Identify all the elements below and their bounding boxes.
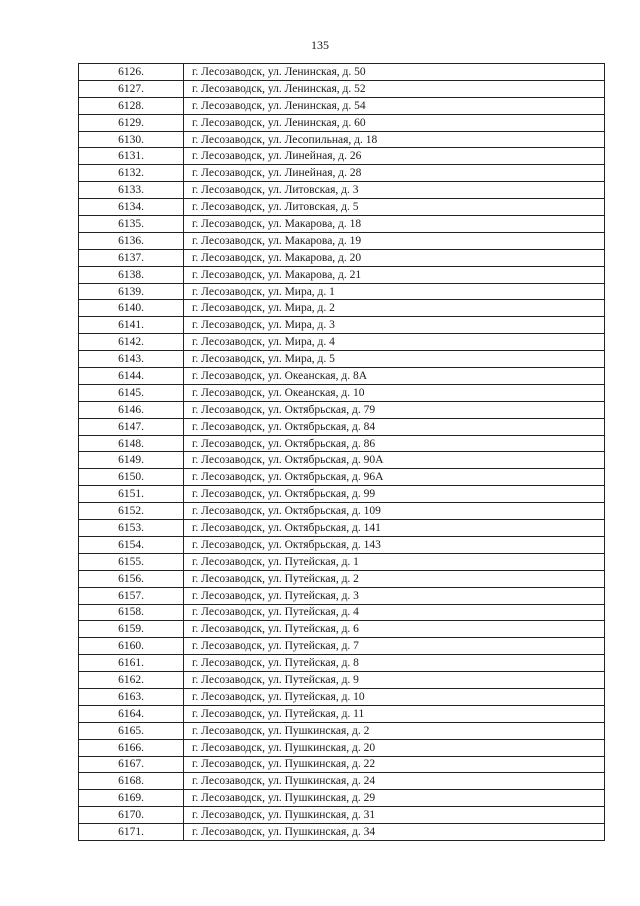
table-row	[79, 401, 605, 418]
row-number-cell: 6155.	[79, 553, 184, 570]
address-cell: г. Лесозаводск, ул. Ленинская, д. 60	[184, 114, 605, 131]
row-number-cell: 6169.	[79, 790, 184, 807]
row-number-cell: 6127.	[79, 80, 184, 97]
address-cell: г. Лесозаводск, ул. Путейская, д. 10	[184, 688, 605, 705]
address-cell: г. Лесозаводск, ул. Пушкинская, д. 24	[184, 773, 605, 790]
row-number-cell: 6139.	[79, 283, 184, 300]
row-number-cell: 6137.	[79, 249, 184, 266]
row-number-cell: 6150.	[79, 469, 184, 486]
table-row	[79, 131, 605, 148]
address-cell: г. Лесозаводск, ул. Путейская, д. 6	[184, 621, 605, 638]
address-cell: г. Лесозаводск, ул. Путейская, д. 3	[184, 587, 605, 604]
address-cell: г. Лесозаводск, ул. Путейская, д. 11	[184, 705, 605, 722]
row-number-cell: 6165.	[79, 722, 184, 739]
row-number-cell: 6158.	[79, 604, 184, 621]
row-number-cell: 6157.	[79, 587, 184, 604]
table-row	[79, 114, 605, 131]
address-cell: г. Лесозаводск, ул. Литовская, д. 3	[184, 182, 605, 199]
row-number-cell: 6133.	[79, 182, 184, 199]
row-number-cell: 6161.	[79, 655, 184, 672]
table-row	[79, 368, 605, 385]
table-row	[79, 773, 605, 790]
address-cell: г. Лесозаводск, ул. Макарова, д. 18	[184, 216, 605, 233]
table-row	[79, 604, 605, 621]
row-number-cell: 6156.	[79, 570, 184, 587]
row-number-cell: 6148.	[79, 435, 184, 452]
address-cell: г. Лесозаводск, ул. Путейская, д. 2	[184, 570, 605, 587]
address-cell: г. Лесозаводск, ул. Океанская, д. 8А	[184, 368, 605, 385]
row-number-cell: 6141.	[79, 317, 184, 334]
table-row	[79, 807, 605, 824]
table-row	[79, 334, 605, 351]
table-row	[79, 283, 605, 300]
row-number-cell: 6142.	[79, 334, 184, 351]
table-row	[79, 418, 605, 435]
address-cell: г. Лесозаводск, ул. Макарова, д. 21	[184, 266, 605, 283]
table-row	[79, 705, 605, 722]
row-number-cell: 6129.	[79, 114, 184, 131]
address-cell: г. Лесозаводск, ул. Пушкинская, д. 20	[184, 739, 605, 756]
table-row	[79, 756, 605, 773]
table-row	[79, 351, 605, 368]
address-table-body	[79, 64, 605, 841]
address-cell: г. Лесозаводск, ул. Ленинская, д. 52	[184, 80, 605, 97]
row-number-cell: 6168.	[79, 773, 184, 790]
table-row	[79, 520, 605, 537]
table-row	[79, 587, 605, 604]
address-cell: г. Лесозаводск, ул. Литовская, д. 5	[184, 199, 605, 216]
row-number-cell: 6128.	[79, 97, 184, 114]
table-row	[79, 790, 605, 807]
address-cell: г. Лесозаводск, ул. Октябрьская, д. 79	[184, 401, 605, 418]
table-row	[79, 384, 605, 401]
row-number-cell: 6140.	[79, 300, 184, 317]
row-number-cell: 6131.	[79, 148, 184, 165]
address-cell: г. Лесозаводск, ул. Пушкинская, д. 2	[184, 722, 605, 739]
page-number: 135	[311, 38, 329, 52]
row-number-cell: 6167.	[79, 756, 184, 773]
table-row	[79, 536, 605, 553]
table-row	[79, 300, 605, 317]
address-cell: г. Лесозаводск, ул. Пушкинская, д. 29	[184, 790, 605, 807]
table-row	[79, 216, 605, 233]
row-number-cell: 6136.	[79, 232, 184, 249]
row-number-cell: 6160.	[79, 638, 184, 655]
row-number-cell: 6149.	[79, 452, 184, 469]
table-row	[79, 824, 605, 841]
address-cell: г. Лесозаводск, ул. Мира, д. 5	[184, 351, 605, 368]
address-cell: г. Лесозаводск, ул. Путейская, д. 9	[184, 672, 605, 689]
address-cell: г. Лесозаводск, ул. Октябрьская, д. 109	[184, 503, 605, 520]
address-cell: г. Лесозаводск, ул. Линейная, д. 26	[184, 148, 605, 165]
address-cell: г. Лесозаводск, ул. Путейская, д. 1	[184, 553, 605, 570]
address-cell: г. Лесозаводск, ул. Пушкинская, д. 34	[184, 824, 605, 841]
table-row	[79, 64, 605, 81]
address-cell: г. Лесозаводск, ул. Октябрьская, д. 96А	[184, 469, 605, 486]
address-cell: г. Лесозаводск, ул. Мира, д. 3	[184, 317, 605, 334]
table-row	[79, 182, 605, 199]
table-row	[79, 148, 605, 165]
address-cell: г. Лесозаводск, ул. Лесопильная, д. 18	[184, 131, 605, 148]
address-cell: г. Лесозаводск, ул. Мира, д. 4	[184, 334, 605, 351]
table-row	[79, 688, 605, 705]
address-cell: г. Лесозаводск, ул. Ленинская, д. 54	[184, 97, 605, 114]
address-cell: г. Лесозаводск, ул. Мира, д. 2	[184, 300, 605, 317]
table-row	[79, 655, 605, 672]
row-number-cell: 6163.	[79, 688, 184, 705]
row-number-cell: 6162.	[79, 672, 184, 689]
row-number-cell: 6151.	[79, 486, 184, 503]
row-number-cell: 6143.	[79, 351, 184, 368]
address-cell: г. Лесозаводск, ул. Линейная, д. 28	[184, 165, 605, 182]
table-row	[79, 452, 605, 469]
row-number-cell: 6134.	[79, 199, 184, 216]
table-row	[79, 722, 605, 739]
row-number-cell: 6154.	[79, 536, 184, 553]
row-number-cell: 6144.	[79, 368, 184, 385]
address-cell: г. Лесозаводск, ул. Октябрьская, д. 86	[184, 435, 605, 452]
row-number-cell: 6138.	[79, 266, 184, 283]
row-number-cell: 6164.	[79, 705, 184, 722]
row-number-cell: 6126.	[79, 64, 184, 81]
row-number-cell: 6135.	[79, 216, 184, 233]
table-row	[79, 165, 605, 182]
table-row	[79, 486, 605, 503]
table-row	[79, 553, 605, 570]
row-number-cell: 6132.	[79, 165, 184, 182]
row-number-cell: 6147.	[79, 418, 184, 435]
table-row	[79, 266, 605, 283]
row-number-cell: 6153.	[79, 520, 184, 537]
table-row	[79, 638, 605, 655]
row-number-cell: 6170.	[79, 807, 184, 824]
address-cell: г. Лесозаводск, ул. Макарова, д. 20	[184, 249, 605, 266]
table-row	[79, 232, 605, 249]
table-row	[79, 249, 605, 266]
address-cell: г. Лесозаводск, ул. Путейская, д. 4	[184, 604, 605, 621]
table-row	[79, 199, 605, 216]
address-cell: г. Лесозаводск, ул. Путейская, д. 7	[184, 638, 605, 655]
table-row	[79, 621, 605, 638]
address-cell: г. Лесозаводск, ул. Октябрьская, д. 84	[184, 418, 605, 435]
address-cell: г. Лесозаводск, ул. Пушкинская, д. 31	[184, 807, 605, 824]
table-row	[79, 97, 605, 114]
row-number-cell: 6130.	[79, 131, 184, 148]
row-number-cell: 6159.	[79, 621, 184, 638]
table-row	[79, 80, 605, 97]
row-number-cell: 6146.	[79, 401, 184, 418]
address-cell: г. Лесозаводск, ул. Ленинская, д. 50	[184, 64, 605, 81]
table-row	[79, 317, 605, 334]
address-cell: г. Лесозаводск, ул. Октябрьская, д. 99	[184, 486, 605, 503]
table-row	[79, 435, 605, 452]
address-table	[78, 63, 605, 841]
address-cell: г. Лесозаводск, ул. Океанская, д. 10	[184, 384, 605, 401]
table-row	[79, 503, 605, 520]
address-cell: г. Лесозаводск, ул. Октябрьская, д. 143	[184, 536, 605, 553]
table-row	[79, 570, 605, 587]
address-cell: г. Лесозаводск, ул. Октябрьская, д. 141	[184, 520, 605, 537]
address-cell: г. Лесозаводск, ул. Макарова, д. 19	[184, 232, 605, 249]
table-row	[79, 469, 605, 486]
address-cell: г. Лесозаводск, ул. Путейская, д. 8	[184, 655, 605, 672]
row-number-cell: 6145.	[79, 384, 184, 401]
row-number-cell: 6171.	[79, 824, 184, 841]
address-cell: г. Лесозаводск, ул. Октябрьская, д. 90А	[184, 452, 605, 469]
table-row	[79, 739, 605, 756]
address-cell: г. Лесозаводск, ул. Мира, д. 1	[184, 283, 605, 300]
address-cell: г. Лесозаводск, ул. Пушкинская, д. 22	[184, 756, 605, 773]
table-row	[79, 672, 605, 689]
row-number-cell: 6166.	[79, 739, 184, 756]
row-number-cell: 6152.	[79, 503, 184, 520]
